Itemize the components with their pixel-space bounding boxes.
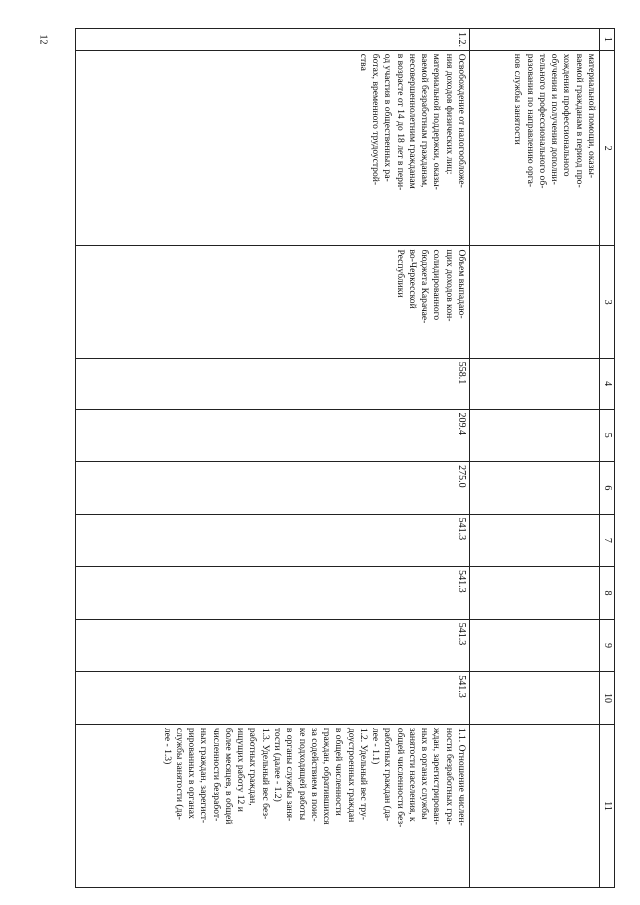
page-number: 12 [37,34,49,45]
data-table [75,28,615,888]
cont-description: материальной помощи, оказы- ваемой гражданам в период про- хождения профессионального обучения и получения дополни- тельного профессионального об- разования по направлению орга- нов службы занятости [470,50,600,246]
table-row [76,29,470,888]
row-targets: 1.1. Отношение числен- ности безработных гра- ждан, зарегистрирован- ных в органах службы занятости населения, к общей численности без- работных граждан (да- лее - 1.1) 1.2. Удельный вес тру- доустроенных граждан в общей численности граждан, обратившихся за содействием в поис- ке подходящей работы в органы службы заня- тости (далее - 1.2) 1.3. Удельный вес без- работных граждан, ищущих работу 12 и более месяцев, в общей численности безработ- ных граждан, зарегист- рированных в органах службы занятости (да- лее - 1.3) [76,724,470,887]
col-header-10: 10 [600,672,615,725]
cont-cell-4 [470,358,600,409]
col-header-6: 6 [600,462,615,515]
continuation-row [470,29,600,888]
cont-cell-9 [470,619,600,672]
col-header-1: 1 [600,29,615,51]
col-header-3: 3 [600,246,615,358]
value-col-8: 541.3 [76,567,470,620]
col-header-7: 7 [600,514,615,567]
value-col-10: 541.3 [76,672,470,725]
col-header-5: 5 [600,409,615,462]
col-header-2: 2 [600,50,615,246]
cont-cell-3 [470,246,600,358]
row-indicator: Объем выпадаю- щих доходов кон- солидированного бюджета Карачае- во-Черкесской Республики [76,246,470,358]
cont-cell-8 [470,567,600,620]
header-row [600,29,615,888]
row-description: Освобождение от налогообложе- ния доходов физических лиц: материальной поддержки, оказы- ваемой безработным гражданам, несовершеннолетним гражданам в возрасте от 14 до 18 лет в пери- од участия в общественных ра- ботах, временного трудоустрой- ства [76,50,470,246]
rotated-table-container [75,28,615,888]
col-header-9: 9 [600,619,615,672]
cont-cell-10 [470,672,600,725]
row-number: 1.2. [76,29,470,51]
value-col-4: 558.1 [76,358,470,409]
cont-cell-1 [470,29,600,51]
value-col-7: 541.3 [76,514,470,567]
cont-cell-5 [470,409,600,462]
value-col-6: 275.0 [76,462,470,515]
cont-cell-11 [470,724,600,887]
value-col-5: 209.4 [76,409,470,462]
cont-cell-7 [470,514,600,567]
col-header-11: 11 [600,724,615,887]
col-header-8: 8 [600,567,615,620]
col-header-4: 4 [600,358,615,409]
value-col-9: 541.3 [76,619,470,672]
cont-cell-6 [470,462,600,515]
